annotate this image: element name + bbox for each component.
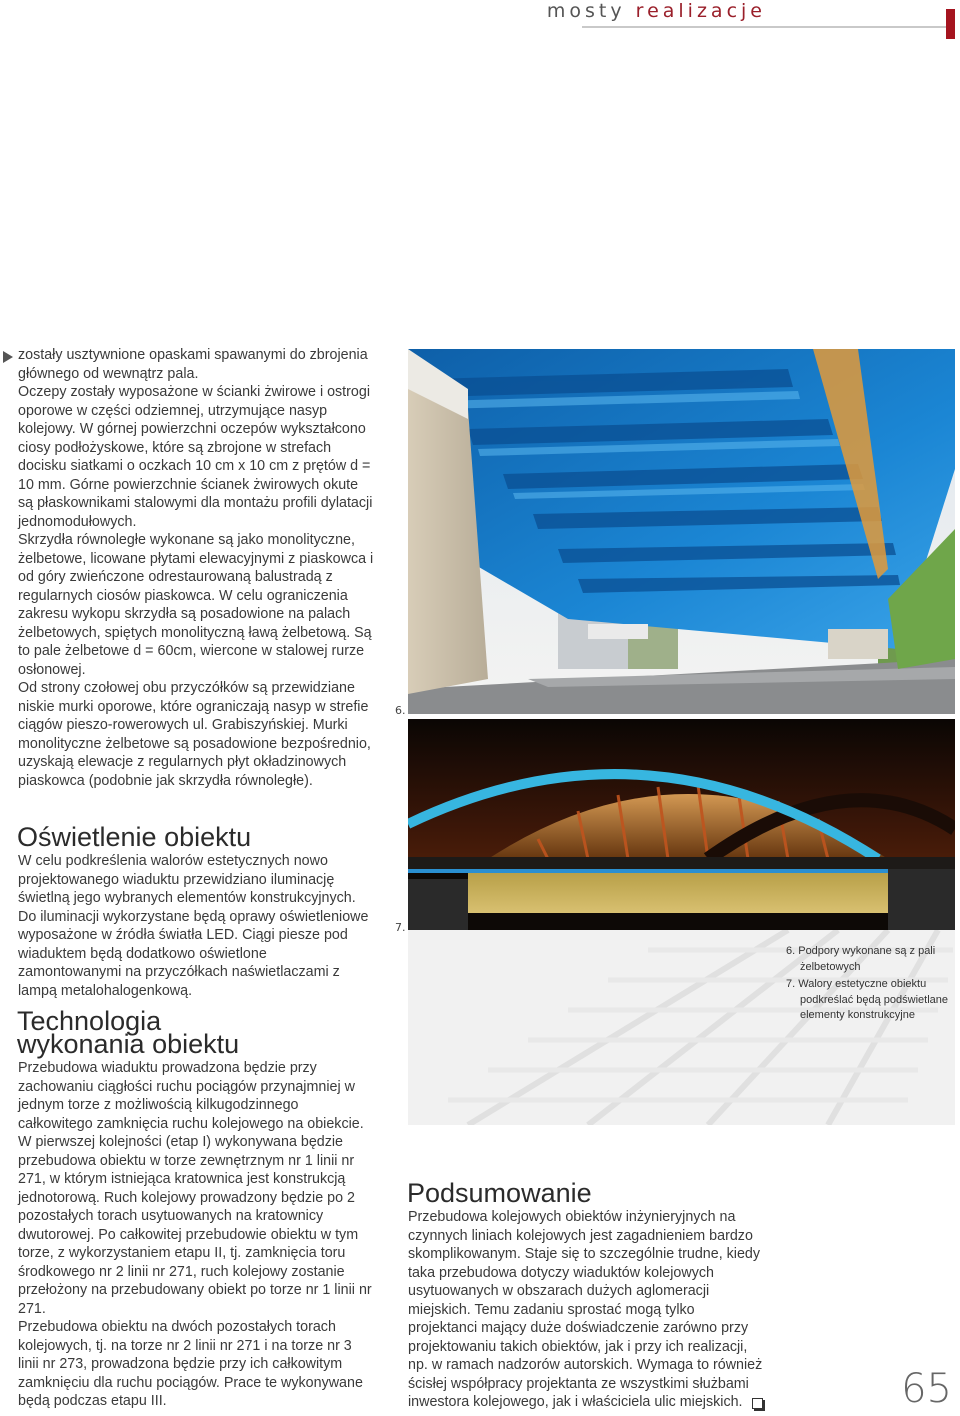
left-column-body	[18, 346, 374, 790]
paragraph: W pierwszej kolejności (etap I) wykonywana będzie przebudowa obiektu w torze zewnętrznym nr 1 linii nr 271, w którym istniejąca kratownica jest konstrukcją jednotorową. Ruch kolejowy prowadzony będzie po 2 pozostałych torach usytuowanych na kratownicy dwutorowej. Po całkowitej przebudowie obiektu w tym torze, z wykorzystaniem etapu II, tj. zamknięcia toru środkowego nr 2 linii nr 271, ruch kolejowy zostanie przełożony na przebudowany obiekt po torze nr 1 linii nr 271.	[18, 1134, 372, 1317]
figure-6-label: 6.	[395, 704, 406, 717]
page-number: 65	[901, 1366, 952, 1412]
technology-body	[18, 1059, 374, 1411]
paragraph: zostały usztywnione opaskami spawanymi do zbrojenia głównego od wewnątrz pala.	[18, 347, 368, 382]
header-rule	[582, 26, 950, 28]
paragraph: Przebudowa obiektu na dwóch pozostałych torach kolejowych, tj. na torze nr 2 linii nr 271 i na torze nr 3 linii nr 273, prowadzona będzie przy ich całkowitym zamknięciu dla ruchu pociągów. Prace te wykonywane będą podczas etapu III.	[18, 1319, 363, 1409]
end-of-article-square-icon	[752, 1398, 763, 1409]
figure-7-illuminated-bridge-render	[408, 719, 955, 931]
lighting-body	[18, 852, 374, 1000]
paragraph: Od strony czołowej obu przyczółków są przewidziane niskie murki oporowe, które ograniczają nasyp w strefie ciągów pieszo-rowerowych ul. Grabiszyńskiej. Murki monolityczne żelbetowe są posadowione bezpośrednio, uzyskają elewacje z regularnych płyt okładzinowych piaskowca (podobnie jak skrzydła równoległe).	[18, 680, 371, 789]
figure-6-viaduct-underside-photo	[408, 349, 955, 714]
paragraph: W celu podkreślenia walorów estetycznych nowo projektowanego wiaduktu przewidziano iluminację świetlną jego wybranych elementów konstrukcyjnych. Do iluminacji wykorzystane będą oprawy oświetleniowe wyposażone w źródła światła LED. Ciągi piesze pod wiaduktem będą dodatkowo oświetlone zamontowanymi na przyczółkach naświetlaczami z lampą metalohalogenkową.	[18, 853, 369, 999]
paragraph: Przebudowa kolejowych obiektów inżynieryjnych na czynnych liniach kolejowych jest zagadnieniem bardzo skomplikowanym. Staje się to szczególnie trudne, kiedy taka przebudowa dotyczy wiaduktów kolejowych usytuowanych w obszarach dużych aglomeracji miejskich. Temu zadaniu sprostać mogą tylko projektanci mający duże doświadczenie zarówno przy projektowaniu takich obiektów, jak i przy ich realizacji, np. w ramach nadzorów autorskich. Wymaga to również ścisłej współpracy projektanta ze wszystkimi służbami inwestora kolejowego, jak i właściciela ulic miejskich.	[408, 1209, 763, 1410]
caption-figure-7: 7. Walory estetyczne obiektu podkreślać będą podświetlane elementy konstrukcyjne	[786, 978, 948, 1021]
paragraph: Oczepy zostały wyposażone w ścianki żwirowe i ostrogi oporowe w części odziemnej, utrzymujące nasyp kolejowy. W górnej powierzchni oczepów wykształcono ciosy podłożyskowe, które są zbrojone w strefach docisku siatkami o oczkach 10 cm x 10 cm z prętów d = 10 mm. Górne powierzchnie ścianek żwirowych okute są płaskownikami stalowymi dla montażu profili dylatacji jednomodułowych.	[18, 384, 373, 530]
figure-captions	[786, 944, 956, 1026]
header-word-realizacje: realizacje	[635, 0, 766, 22]
heading-technology-line1: Technologia	[17, 1006, 162, 1036]
paragraph: Skrzydła równoległe wykonane są jako monolityczne, żelbetowe, licowane płytami elewacyjnymi z piaskowca i od góry zwieńczone odrestaurowaną balustradą z regularnych ciosów piaskowca. W celu ograniczenia zakresu wykopu skrzydła są posadowione na palach żelbetowych, spiętych monolityczną ławą żelbetową. Są to pale żelbetowe d = 60cm, wiercone w stalowej rurze osłonowej.	[18, 532, 374, 678]
paragraph: Przebudowa wiaduktu prowadzona będzie przy zachowaniu ciągłości ruchu pociągów przynajmniej w jednym torze z możliwością kilkugodzinnego całkowitego zamknięcia ruchu kolejowego na obiekcie.	[18, 1060, 364, 1132]
header-accent-bar	[946, 9, 955, 39]
summary-body	[408, 1208, 764, 1412]
heading-summary: Podsumowanie	[407, 1178, 592, 1208]
heading-technology	[17, 1006, 240, 1059]
heading-technology-line2: wykonania obiektu	[17, 1029, 240, 1059]
heading-lighting: Oświetlenie obiektu	[17, 822, 252, 852]
figure-7-label: 7.	[395, 921, 406, 934]
caption-figure-6: 6. Podpory wykonane są z pali żelbetowych	[786, 945, 936, 973]
header-word-mosty: mosty	[546, 0, 626, 22]
running-header	[547, 0, 766, 22]
continuation-arrow-icon	[3, 351, 13, 363]
